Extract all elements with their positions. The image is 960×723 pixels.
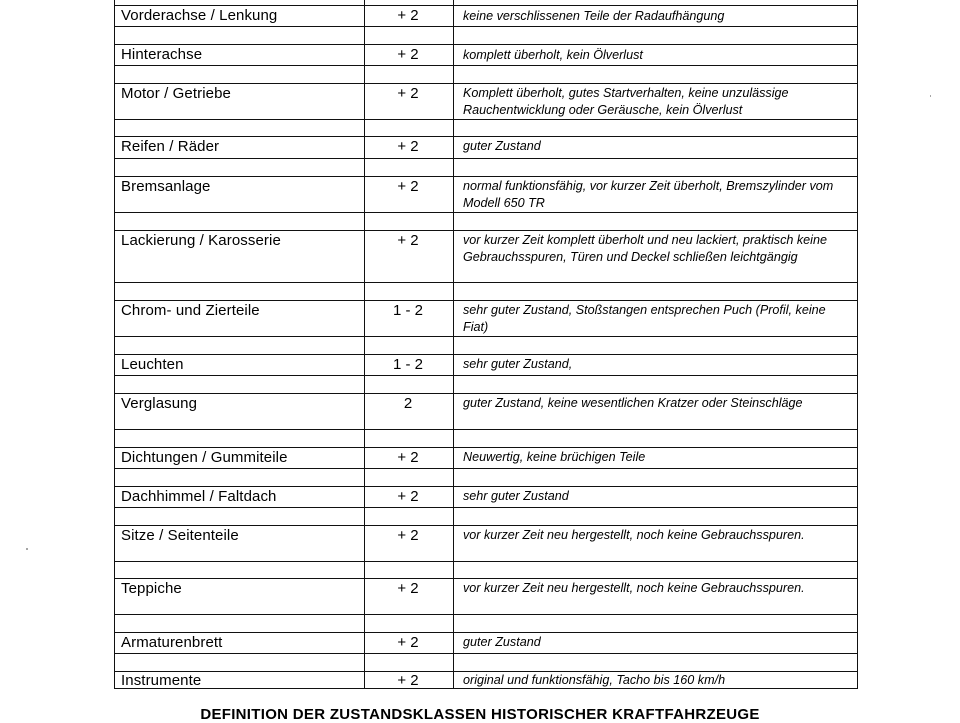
grade-value: + 2 xyxy=(397,672,419,689)
table-row xyxy=(114,671,858,689)
condition-description: Neuwertig, keine brüchigen Teile xyxy=(463,450,646,464)
scan-speck xyxy=(930,95,931,97)
condition-description: vor kurzer Zeit komplett überholt und neu lackiert, praktisch keine Gebrauchsspuren, Türen und Deckel schließen leichtgängig xyxy=(463,233,827,264)
component-label: Teppiche xyxy=(121,580,182,597)
grade-value: + 2 xyxy=(397,634,419,651)
table-row xyxy=(114,578,858,632)
condition-description: guter Zustand, keine wesentlichen Kratzer oder Steinschläge xyxy=(463,396,803,410)
grade-value: + 2 xyxy=(397,7,419,24)
grade-value: + 2 xyxy=(397,85,419,102)
component-label: Instrumente xyxy=(121,672,202,689)
component-label: Bremsanlage xyxy=(121,178,211,195)
grade-value: + 2 xyxy=(397,178,419,195)
grade-value: 1 - 2 xyxy=(392,302,423,319)
table-row xyxy=(114,486,858,525)
grade-value: + 2 xyxy=(397,488,419,505)
grade-value: + 2 xyxy=(397,138,419,155)
grade-value: 1 - 2 xyxy=(392,356,423,373)
table-row xyxy=(114,354,858,393)
component-label: Lackierung / Karosserie xyxy=(121,232,281,249)
table-row xyxy=(114,5,858,44)
table-row xyxy=(114,230,858,300)
scan-speck xyxy=(26,548,28,550)
condition-description: Komplett überholt, gutes Startverhalten, keine unzulässige Rauchentwicklung oder Geräusche, kein Ölverlust xyxy=(463,86,789,117)
grade-value: + 2 xyxy=(397,580,419,597)
condition-description: keine verschlissenen Teile der Radaufhängung xyxy=(463,9,725,23)
component-label: Hinterachse xyxy=(121,46,203,63)
grade-value: + 2 xyxy=(397,527,419,544)
table-row xyxy=(114,525,858,578)
grade-value: 2 xyxy=(403,395,413,412)
condition-description: komplett überholt, kein Ölverlust xyxy=(463,48,643,62)
condition-description: sehr guter Zustand, Stoßstangen entsprechen Puch (Profil, keine Fiat) xyxy=(463,303,826,334)
table-row xyxy=(114,447,858,486)
component-label: Leuchten xyxy=(121,356,184,373)
table-row xyxy=(114,83,858,136)
component-label: Reifen / Räder xyxy=(121,138,220,155)
component-label: Sitze / Seitenteile xyxy=(121,527,239,544)
table-row xyxy=(114,44,858,83)
condition-description: normal funktionsfähig, vor kurzer Zeit überholt, Bremszylinder vom Modell 650 TR xyxy=(463,179,834,210)
component-label: Armaturenbrett xyxy=(121,634,223,651)
condition-description: original und funktionsfähig, Tacho bis 160 km/h xyxy=(463,673,726,687)
table-row xyxy=(114,300,858,354)
component-label: Vorderachse / Lenkung xyxy=(121,7,278,24)
component-label: Motor / Getriebe xyxy=(121,85,231,102)
component-label: Chrom- und Zierteile xyxy=(121,302,260,319)
component-label: Dichtungen / Gummiteile xyxy=(121,449,288,466)
section-heading: DEFINITION DER ZUSTANDSKLASSEN HISTORISCHER KRAFTFAHRZEUGE xyxy=(200,706,760,723)
condition-description: sehr guter Zustand, xyxy=(463,357,573,371)
table-row xyxy=(114,393,858,447)
condition-description: vor kurzer Zeit neu hergestellt, noch keine Gebrauchsspuren. xyxy=(463,581,805,595)
condition-description: sehr guter Zustand xyxy=(463,489,569,503)
condition-description: guter Zustand xyxy=(463,139,541,153)
table-row xyxy=(114,136,858,176)
component-label: Dachhimmel / Faltdach xyxy=(121,488,277,505)
grade-value: + 2 xyxy=(397,449,419,466)
component-label: Verglasung xyxy=(121,395,198,412)
condition-description: vor kurzer Zeit neu hergestellt, noch keine Gebrauchsspuren. xyxy=(463,528,805,542)
condition-description: guter Zustand xyxy=(463,635,541,649)
grade-value: + 2 xyxy=(397,232,419,249)
table-row xyxy=(114,632,858,671)
table-row xyxy=(114,176,858,230)
grade-value: + 2 xyxy=(397,46,419,63)
